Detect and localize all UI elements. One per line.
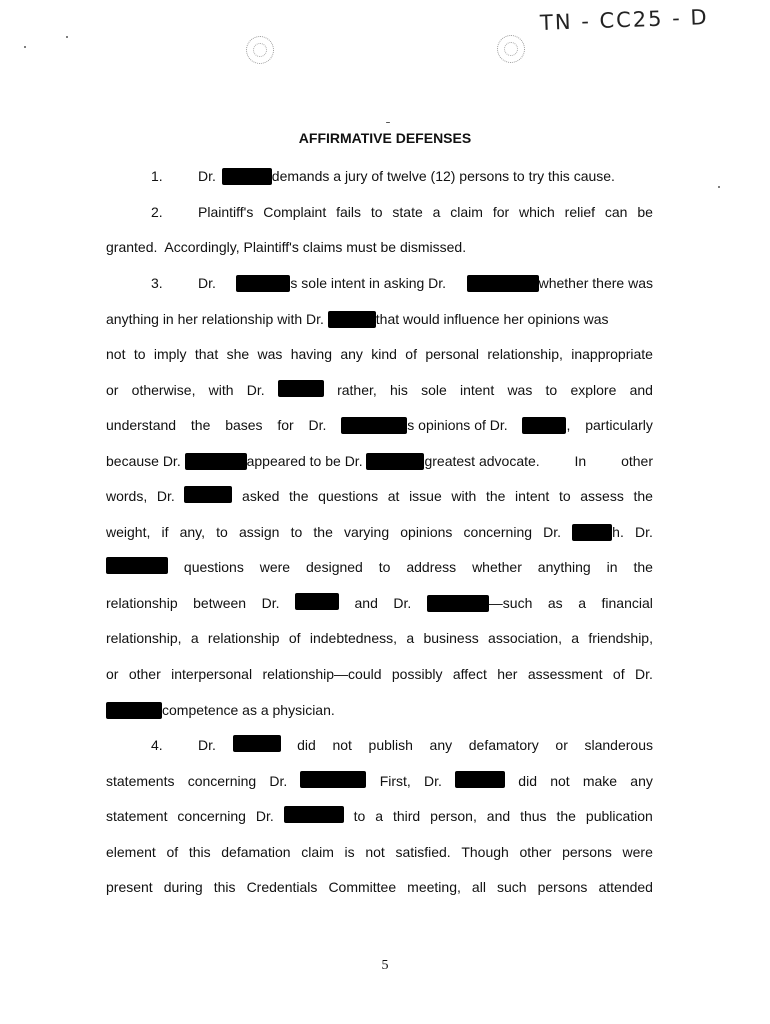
page-number: 5 — [381, 958, 389, 973]
redaction — [222, 168, 272, 185]
text-line: present during this Credentials Committee meeting, all such persons attended — [106, 879, 653, 895]
para-number: 4. — [151, 737, 163, 753]
text-line: statement concerning Dr. to a third person, and thus the publication — [106, 808, 653, 824]
text-line: not to imply that she was having any kind of personal relationship, inappropriate — [106, 346, 653, 362]
redaction — [184, 486, 232, 503]
text-line: competence as a physician. — [106, 700, 653, 720]
redaction — [522, 417, 566, 434]
handwritten-stamp: TN - CC25 - D — [539, 5, 709, 35]
redaction — [572, 524, 612, 541]
text-line: weight, if any, to assign to the varying opinions concerning Dr. h. Dr. — [106, 524, 653, 540]
para-number: 1. — [151, 168, 163, 184]
redaction — [185, 453, 247, 470]
text-line: or other interpersonal relationship—could possibly affect her assessment of Dr. — [106, 666, 653, 682]
redaction — [366, 453, 424, 470]
seal-mark-right — [497, 35, 525, 63]
text-line: because Dr. appeared to be Dr. greatest advocate. In other — [106, 453, 653, 469]
text-line: anything in her relationship with Dr. that would influence her opinions was — [106, 311, 609, 327]
text-line: element of this defamation claim is not satisfied. Though other persons were — [106, 844, 653, 860]
redaction — [278, 380, 324, 397]
redaction — [295, 593, 339, 610]
text-line: granted. Accordingly, Plaintiff's claims must be dismissed. — [106, 239, 467, 255]
redaction — [106, 557, 168, 574]
text-line: understand the bases for Dr. s opinions of Dr. , particularly — [106, 417, 653, 433]
redaction — [455, 771, 505, 788]
scan-speck — [24, 46, 26, 48]
redaction — [236, 275, 290, 292]
para-number: 2. — [151, 204, 163, 220]
redaction — [233, 735, 281, 752]
text-line: relationship, a relationship of indebtedness, a business association, a friendship, — [106, 630, 653, 646]
text-line: Dr. did not publish any defamatory or slanderous — [198, 737, 653, 753]
redaction — [341, 417, 407, 434]
redaction — [328, 311, 376, 328]
scan-speck — [386, 122, 390, 123]
redaction — [106, 702, 162, 719]
text-line: relationship between Dr. and Dr. —such as a financial — [106, 595, 653, 611]
text-line: Dr. demands a jury of twelve (12) persons to try this cause. — [198, 168, 615, 184]
scan-speck — [66, 36, 68, 38]
text-line: words, Dr. asked the questions at issue with the intent to assess the — [106, 488, 653, 504]
text-line: Dr. s sole intent in asking Dr. whether there was — [198, 275, 653, 291]
text-line: or otherwise, with Dr. rather, his sole intent was to explore and — [106, 382, 653, 398]
redaction — [300, 771, 366, 788]
text-line: questions were designed to address whether anything in the — [106, 557, 653, 577]
text-line: Plaintiff's Complaint fails to state a claim for which relief can be — [198, 204, 653, 220]
scan-speck — [718, 186, 720, 188]
para-number: 3. — [151, 275, 163, 291]
redaction — [467, 275, 539, 292]
redaction — [284, 806, 344, 823]
page-heading: AFFIRMATIVE DEFENSES — [298, 130, 472, 146]
text-line: statements concerning Dr. First, Dr. did not make any — [106, 773, 653, 789]
seal-mark-left — [246, 36, 274, 64]
redaction — [427, 595, 489, 612]
